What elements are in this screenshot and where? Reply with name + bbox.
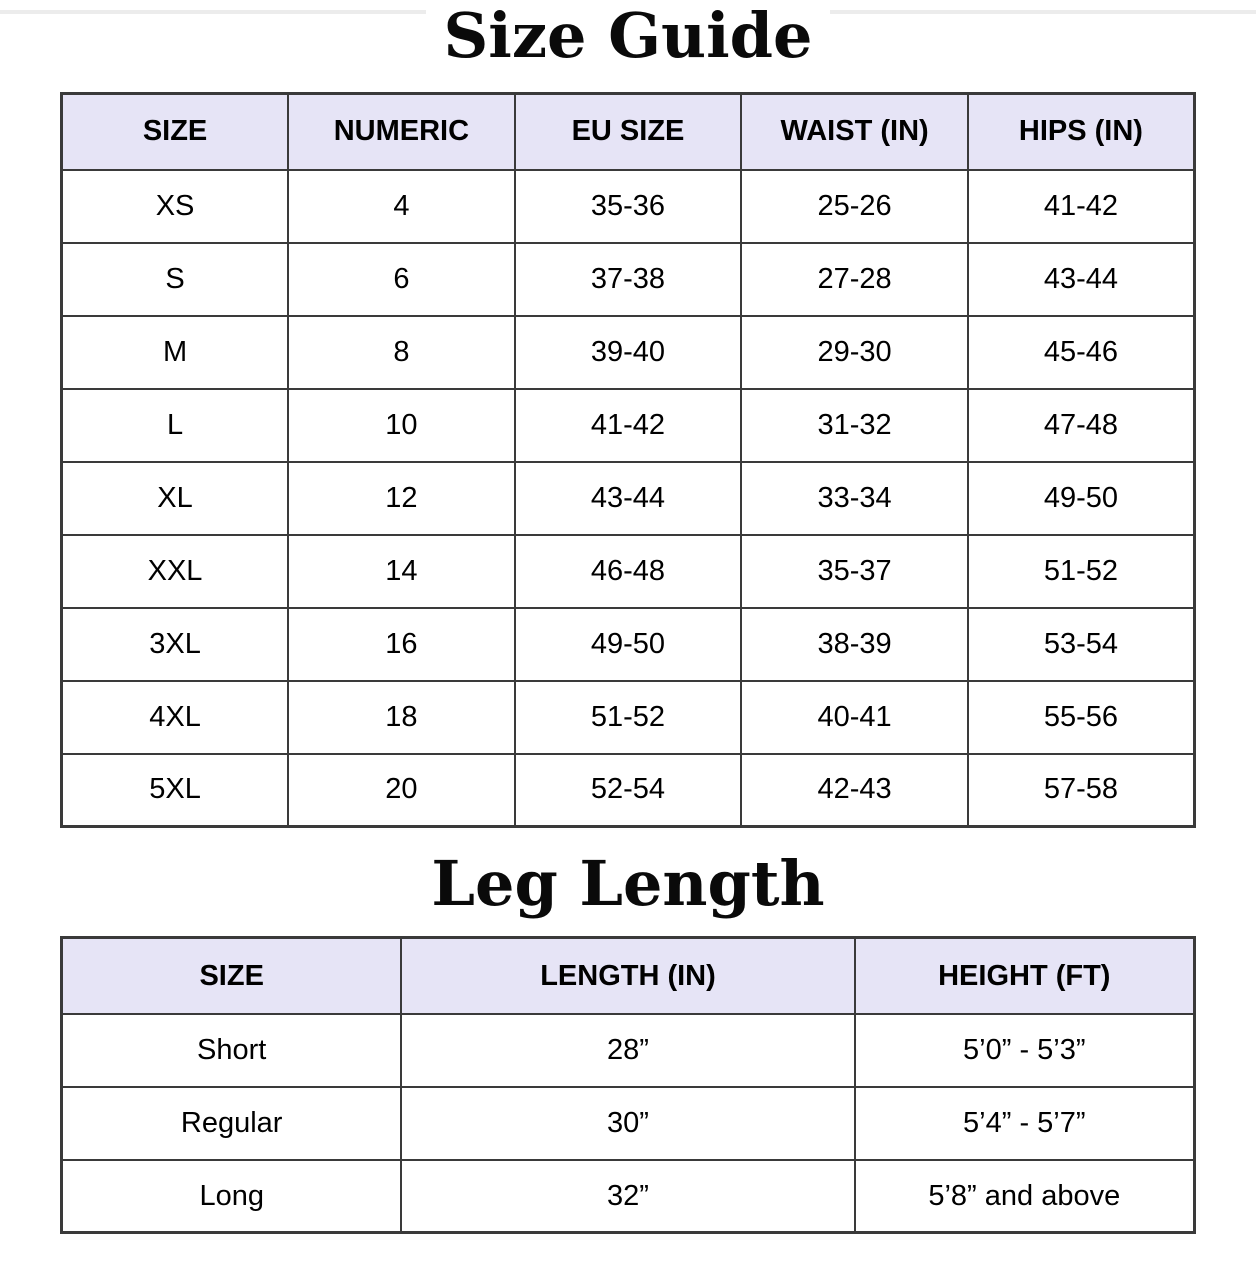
table-cell: 43-44 (515, 462, 742, 535)
table-cell: 42-43 (741, 754, 968, 827)
leg-length-title-wrap (0, 828, 1256, 921)
table-cell: 12 (288, 462, 515, 535)
table-cell: 47-48 (968, 389, 1195, 462)
table-cell: 4XL (62, 681, 289, 754)
table-cell: 35-36 (515, 170, 742, 243)
table-cell: 37-38 (515, 243, 742, 316)
table-cell: XXL (62, 535, 289, 608)
table-cell: S (62, 243, 289, 316)
table-cell: 51-52 (515, 681, 742, 754)
table-cell: 49-50 (968, 462, 1195, 535)
table-cell: 18 (288, 681, 515, 754)
column-header: HEIGHT (FT) (855, 938, 1195, 1014)
table-row (62, 608, 1195, 681)
table-row (62, 243, 1195, 316)
table-cell: L (62, 389, 289, 462)
table-row (62, 170, 1195, 243)
table-cell: 46-48 (515, 535, 742, 608)
table-cell: 41-42 (515, 389, 742, 462)
table-cell: 33-34 (741, 462, 968, 535)
table-cell: 4 (288, 170, 515, 243)
table-cell: 35-37 (741, 535, 968, 608)
table-row (62, 389, 1195, 462)
table-cell: 6 (288, 243, 515, 316)
table-cell: 5’8” and above (855, 1160, 1195, 1233)
table-cell: Long (62, 1160, 402, 1233)
column-header: SIZE (62, 94, 289, 170)
table-cell: 41-42 (968, 170, 1195, 243)
table-cell: 32” (401, 1160, 854, 1233)
spacer (0, 70, 1256, 92)
column-header: EU SIZE (515, 94, 742, 170)
table-cell: Short (62, 1014, 402, 1087)
table-cell: 31-32 (741, 389, 968, 462)
table-cell: 5’0” - 5’3” (855, 1014, 1195, 1087)
table-cell: 51-52 (968, 535, 1195, 608)
table-cell: 40-41 (741, 681, 968, 754)
leg-length-table (60, 936, 1196, 1234)
table-cell: 39-40 (515, 316, 742, 389)
table-cell: 52-54 (515, 754, 742, 827)
table-cell: 38-39 (741, 608, 968, 681)
table-cell: 55-56 (968, 681, 1195, 754)
table-cell: 29-30 (741, 316, 968, 389)
table-cell: 43-44 (968, 243, 1195, 316)
table-cell: 5’4” - 5’7” (855, 1087, 1195, 1160)
table-cell: 49-50 (515, 608, 742, 681)
table-cell: 25-26 (741, 170, 968, 243)
column-header: NUMERIC (288, 94, 515, 170)
table-row (62, 462, 1195, 535)
spacer (0, 918, 1256, 936)
table-cell: M (62, 316, 289, 389)
table-row (62, 1087, 1195, 1160)
table-cell: 57-58 (968, 754, 1195, 827)
table-row (62, 681, 1195, 754)
table-row (62, 1014, 1195, 1087)
table-cell: 3XL (62, 608, 289, 681)
table-row (62, 1160, 1195, 1233)
table-cell: 10 (288, 389, 515, 462)
size-guide-table (60, 92, 1196, 828)
header-row (62, 94, 1195, 170)
table-row (62, 316, 1195, 389)
table-cell: XS (62, 170, 289, 243)
table-cell: 8 (288, 316, 515, 389)
column-header: LENGTH (IN) (401, 938, 854, 1014)
table-cell: 5XL (62, 754, 289, 827)
leg-length-title: Leg Length (413, 850, 842, 918)
size-guide-title-wrap (0, 0, 1256, 70)
table-cell: 28” (401, 1014, 854, 1087)
table-cell: XL (62, 462, 289, 535)
table-cell: 20 (288, 754, 515, 827)
table-row (62, 754, 1195, 827)
table-cell: 30” (401, 1087, 854, 1160)
table-cell: 14 (288, 535, 515, 608)
table-row (62, 535, 1195, 608)
column-header: SIZE (62, 938, 402, 1014)
header-row (62, 938, 1195, 1014)
column-header: WAIST (IN) (741, 94, 968, 170)
table-cell: 53-54 (968, 608, 1195, 681)
table-cell: 16 (288, 608, 515, 681)
size-guide-title: Size Guide (426, 2, 831, 70)
table-cell: Regular (62, 1087, 402, 1160)
table-cell: 27-28 (741, 243, 968, 316)
column-header: HIPS (IN) (968, 94, 1195, 170)
table-cell: 45-46 (968, 316, 1195, 389)
